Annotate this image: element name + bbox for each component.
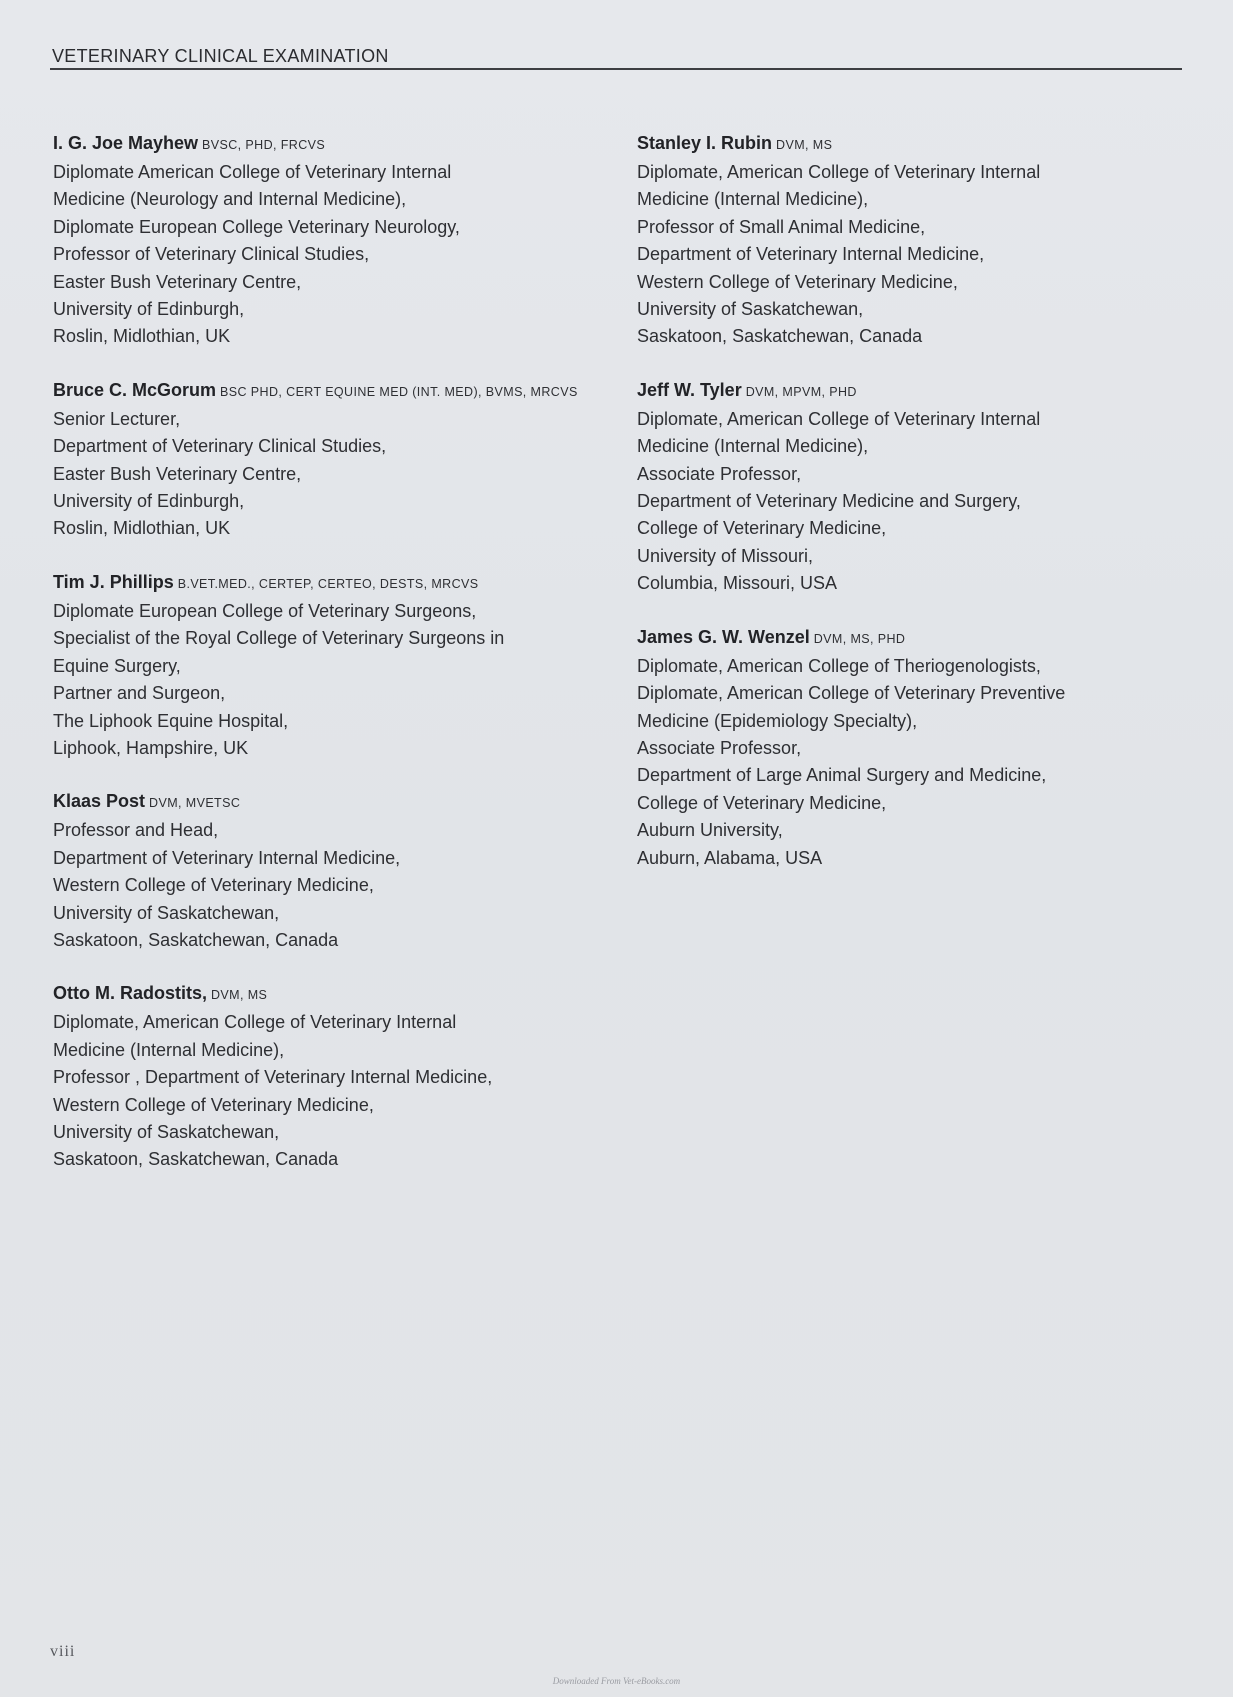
affiliation-line: Diplomate, American College of Theriogenologists, xyxy=(637,655,1041,676)
affiliation-line: Liphook, Hampshire, UK xyxy=(53,737,249,758)
contributor-credentials: DVM, MS xyxy=(776,138,833,152)
contributor-heading xyxy=(53,569,613,598)
contributor-heading xyxy=(637,130,1197,159)
contributor-name: Jeff W. Tyler xyxy=(637,379,742,400)
affiliation-line: Auburn, Alabama, USA xyxy=(637,847,823,868)
contributor-entry xyxy=(637,377,1197,598)
contributor-name: Otto M. Radostits, xyxy=(53,983,207,1004)
affiliation-line: Western College of Veterinary Medicine, xyxy=(53,875,374,896)
affiliation-line: Columbia, Missouri, USA xyxy=(637,573,838,594)
affiliation-line: Medicine (Internal Medicine), xyxy=(637,189,869,210)
download-footer: Downloaded From Vet-eBooks.com xyxy=(552,1676,681,1686)
contributor-credentials: BSC PHD, CERT EQUINE MED (INT. MED), BVMS, MRCVS xyxy=(220,384,578,399)
header-rule xyxy=(50,68,1182,70)
contributor-credentials: DVM, MS xyxy=(211,988,268,1003)
contributor-name: James G. W. Wenzel xyxy=(637,626,810,647)
affiliation-line: Western College of Veterinary Medicine, xyxy=(53,1094,374,1115)
affiliation-line: Diplomate European College Veterinary Neurology, xyxy=(53,216,460,237)
contributor-entry xyxy=(53,377,613,543)
contributor-heading xyxy=(637,377,1197,406)
contributor-name: Stanley I. Rubin xyxy=(637,133,773,153)
affiliation-line: College of Veterinary Medicine, xyxy=(637,792,887,813)
affiliation-line: Medicine (Internal Medicine), xyxy=(637,436,869,457)
running-head: VETERINARY CLINICAL EXAMINATION xyxy=(52,46,389,66)
contributor-name: Tim J. Phillips xyxy=(53,571,174,592)
affiliation-line: Saskatoon, Saskatchewan, Canada xyxy=(53,1149,339,1170)
affiliation-line: Equine Surgery, xyxy=(53,655,181,676)
page-number: viii xyxy=(50,1643,76,1660)
affiliation-line: Western College of Veterinary Medicine, xyxy=(637,271,958,292)
affiliation-line: Department of Veterinary Internal Medicine, xyxy=(637,244,985,265)
contributors-column-right xyxy=(637,130,1197,898)
affiliation-line: Roslin, Midlothian, UK xyxy=(53,518,231,539)
contributor-heading xyxy=(53,130,613,159)
affiliation-line: College of Veterinary Medicine, xyxy=(637,518,887,539)
contributor-heading xyxy=(53,980,613,1009)
affiliation-line: Diplomate European College of Veterinary Surgeons, xyxy=(53,600,477,621)
affiliation-line: Saskatoon, Saskatchewan, Canada xyxy=(637,326,923,347)
affiliation-line: Auburn University, xyxy=(637,820,783,841)
affiliation-line: Diplomate, American College of Veterinary Internal xyxy=(637,162,1041,182)
contributor-heading xyxy=(53,788,613,817)
affiliation-line: Medicine (Internal Medicine), xyxy=(53,1039,285,1060)
affiliation-line: Department of Veterinary Medicine and Surgery, xyxy=(637,491,1021,512)
affiliation-line: University of Saskatchewan, xyxy=(53,902,280,923)
affiliation-line: University of Edinburgh, xyxy=(53,299,245,320)
affiliation-line: University of Edinburgh, xyxy=(53,491,245,512)
affiliation-line: Department of Veterinary Internal Medicine, xyxy=(53,847,401,868)
affiliation-line: Diplomate, American College of Veterinary Internal xyxy=(637,408,1041,429)
contributor-entry xyxy=(53,788,613,954)
contributor-entry xyxy=(637,130,1197,351)
contributor-entry xyxy=(53,569,613,762)
contributor-entry xyxy=(53,980,613,1173)
affiliation-line: Diplomate, American College of Veterinary Internal xyxy=(53,1012,457,1033)
affiliation-line: Professor and Head, xyxy=(53,820,219,841)
affiliation-line: Department of Large Animal Surgery and Medicine, xyxy=(637,765,1047,786)
affiliation-line: Medicine (Neurology and Internal Medicine), xyxy=(53,189,407,210)
affiliation-line: Professor of Small Animal Medicine, xyxy=(637,216,926,237)
contributor-credentials: B.VET.MED., CERTEP, CERTEO, DESTS, MRCVS xyxy=(177,576,479,591)
contributors-column-left xyxy=(53,130,613,1200)
affiliation-line: Professor of Veterinary Clinical Studies, xyxy=(53,244,370,265)
contributor-credentials: DVM, MVETSC xyxy=(149,796,241,811)
contributor-credentials: DVM, MS, PHD xyxy=(813,631,906,646)
contributor-credentials: BVSC, PHD, FRCVS xyxy=(202,138,326,152)
contributor-heading xyxy=(637,624,1197,653)
affiliation-line: University of Missouri, xyxy=(637,545,814,566)
contributor-credentials: DVM, MPVM, PHD xyxy=(745,384,857,399)
affiliation-line: Professor , Department of Veterinary Internal Medicine, xyxy=(53,1067,493,1088)
contributor-name: I. G. Joe Mayhew xyxy=(53,133,199,153)
affiliation-line: Easter Bush Veterinary Centre, xyxy=(53,463,302,484)
affiliation-line: Diplomate American College of Veterinary Internal xyxy=(53,162,452,182)
contributor-name: Bruce C. McGorum xyxy=(53,379,217,400)
affiliation-line: Medicine (Epidemiology Specialty), xyxy=(637,710,918,731)
affiliation-line: University of Saskatchewan, xyxy=(637,299,864,320)
contributor-heading xyxy=(53,377,613,406)
affiliation-line: Department of Veterinary Clinical Studies, xyxy=(53,436,387,457)
contributor-entry xyxy=(53,130,613,351)
affiliation-line: University of Saskatchewan, xyxy=(53,1121,280,1142)
affiliation-line: Roslin, Midlothian, UK xyxy=(53,326,231,347)
affiliation-line: Easter Bush Veterinary Centre, xyxy=(53,271,302,292)
affiliation-line: Saskatoon, Saskatchewan, Canada xyxy=(53,929,339,950)
affiliation-line: Associate Professor, xyxy=(637,463,802,484)
contributor-entry xyxy=(637,624,1197,872)
affiliation-line: Specialist of the Royal College of Veterinary Surgeons in xyxy=(53,628,505,649)
affiliation-line: Associate Professor, xyxy=(637,737,802,758)
affiliation-line: Diplomate, American College of Veterinary Preventive xyxy=(637,683,1066,704)
affiliation-line: The Liphook Equine Hospital, xyxy=(53,710,289,731)
affiliation-line: Partner and Surgeon, xyxy=(53,683,226,704)
contributor-name: Klaas Post xyxy=(53,791,146,812)
affiliation-line: Senior Lecturer, xyxy=(53,408,181,429)
